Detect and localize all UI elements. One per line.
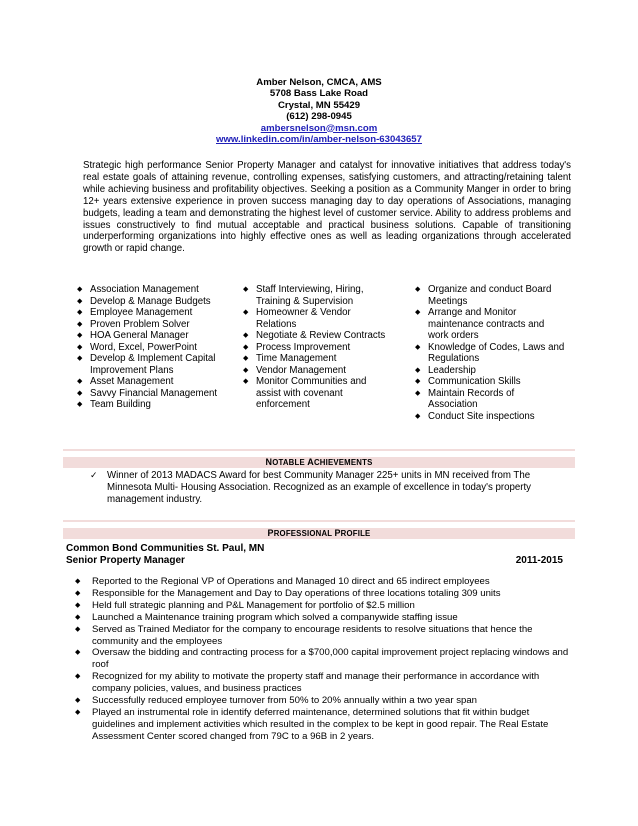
diamond-bullet-icon: ◆	[243, 309, 249, 316]
list-item	[77, 342, 232, 354]
diamond-bullet-icon: ◆	[243, 378, 249, 385]
diamond-bullet-icon: ◆	[77, 389, 83, 397]
diamond-bullet-icon: ◆	[77, 343, 83, 351]
diamond-bullet-icon: ◆	[75, 625, 81, 633]
list-item	[77, 353, 232, 376]
list-item	[77, 399, 232, 411]
list-item-text: Time Management	[256, 353, 337, 364]
list-item-text: Word, Excel, PowerPoint	[90, 341, 197, 353]
phone-number: (612) 298-0945	[286, 111, 352, 123]
skills-column-1	[77, 284, 232, 411]
list-item	[75, 612, 570, 624]
list-item-text: Monitor Communities and assist with covenant enforcement	[256, 376, 367, 410]
job-title: Senior Property Manager	[66, 555, 185, 566]
diamond-bullet-icon: ◆	[415, 286, 421, 293]
list-item-text: Arrange and Monitor maintenance contracts and work orders	[428, 307, 545, 341]
list-item-text: Develop & Manage Budgets	[90, 295, 211, 307]
diamond-bullet-icon: ◆	[75, 601, 81, 609]
diamond-bullet-icon: ◆	[415, 343, 421, 351]
diamond-bullet-icon: ◆	[77, 297, 83, 305]
street-address: 5708 Bass Lake Road	[269, 88, 369, 100]
list-item-text: Association Management	[90, 284, 199, 295]
diamond-bullet-icon: ◆	[415, 309, 421, 316]
list-item	[415, 365, 565, 377]
list-item	[243, 284, 391, 307]
diamond-bullet-icon: ◆	[77, 320, 83, 328]
list-item-text: Served as Trained Mediator for the company to encourage residents to resolve situations that hence the community and the employees	[92, 623, 533, 647]
diamond-bullet-icon: ◆	[415, 389, 421, 397]
diamond-bullet-icon: ◆	[77, 286, 83, 293]
list-item	[77, 330, 232, 342]
list-item	[415, 388, 565, 411]
contact-header	[0, 77, 638, 145]
list-item	[415, 376, 565, 388]
list-item-text: Employee Management	[90, 307, 193, 318]
checkmark-icon: ✓	[90, 470, 98, 480]
list-item-text: Recognized for my ability to motivate the property staff and manage their performance in accordance with company policies, values, and business practices	[92, 671, 540, 695]
diamond-bullet-icon: ◆	[77, 378, 83, 385]
list-item	[75, 624, 570, 648]
list-item	[75, 588, 570, 600]
skills-column-2	[243, 284, 391, 411]
diamond-bullet-icon: ◆	[75, 697, 81, 705]
list-item	[75, 600, 570, 612]
list-item	[75, 671, 570, 695]
list-item	[243, 330, 391, 342]
list-item	[243, 365, 391, 377]
diamond-bullet-icon: ◆	[75, 673, 81, 681]
list-item-text: Savvy Financial Management	[90, 387, 218, 399]
diamond-bullet-icon: ◆	[75, 589, 81, 597]
list-item	[77, 388, 232, 400]
list-item	[77, 376, 232, 388]
diamond-bullet-icon: ◆	[75, 708, 81, 716]
list-item	[77, 284, 232, 296]
skills-column-3	[415, 284, 565, 422]
list-item	[243, 353, 391, 365]
diamond-bullet-icon: ◆	[243, 343, 249, 351]
diamond-bullet-icon: ◆	[415, 366, 421, 374]
diamond-bullet-icon: ◆	[415, 412, 421, 420]
list-item-text: HOA General Manager	[90, 330, 189, 341]
list-item	[75, 576, 570, 588]
list-item-text: Played an instrumental role in identify deferred maintenance, determined solutions that fit within budget guidelines and implement activities which resulted in the complex to be kept in good repair. The Real Estate Assessment Center scored changed from 79C to a 96B in 2 years.	[92, 706, 549, 742]
list-item-text: Negotiate & Review Contracts	[256, 330, 386, 341]
list-item	[415, 307, 565, 342]
diamond-bullet-icon: ◆	[243, 366, 249, 374]
city-state-zip: Crystal, MN 55429	[277, 99, 361, 111]
list-item-text: Develop & Implement Capital Improvement Plans	[90, 353, 216, 376]
list-item	[415, 411, 565, 423]
list-item	[415, 284, 565, 307]
employer-name: Common Bond Communities St. Paul, MN	[66, 543, 265, 554]
diamond-bullet-icon: ◆	[75, 578, 81, 585]
list-item-text: Homeowner & Vendor Relations	[256, 307, 351, 330]
list-item-text: Leadership	[428, 364, 476, 376]
list-item-text: Communication Skills	[428, 376, 521, 387]
linkedin-link[interactable]: www.linkedin.com/in/amber-nelson-63043657	[216, 134, 422, 146]
list-item-text: Knowledge of Codes, Laws and Regulations	[428, 341, 565, 364]
list-item-text: Process Improvement	[256, 341, 351, 353]
diamond-bullet-icon: ◆	[77, 355, 83, 362]
list-item-text: Proven Problem Solver	[90, 318, 190, 330]
list-item-text: Organize and conduct Board Meetings	[428, 284, 552, 307]
list-item-text: Asset Management	[90, 376, 174, 387]
list-item	[77, 296, 232, 308]
diamond-bullet-icon: ◆	[77, 309, 83, 316]
diamond-bullet-icon: ◆	[243, 332, 249, 339]
section-divider	[63, 449, 575, 451]
diamond-bullet-icon: ◆	[243, 355, 249, 362]
list-item-text: Team Building	[90, 399, 151, 410]
list-item-text: Maintain Records of Association	[428, 387, 515, 410]
list-item-text: Held full strategic planning and P&L Management for portfolio of $2.5 million	[92, 599, 415, 611]
list-item-text: Staff Interviewing, Hiring, Training & Supervision	[256, 284, 364, 307]
diamond-bullet-icon: ◆	[77, 332, 83, 339]
professional-summary: Strategic high performance Senior Property Manager and catalyst for innovative initiatives that address today's real estate goals of attaining revenue, controlling expenses, satisfying customers, and attracting/retaining talent while achieving business and profitability objectives. Seeking a position as a Community Manger in order to bring 12+ years extensive experience in proven success managing day to day operations of Associations, managing budgets, leading a team and demonstrating the highest level of customer service. Ability to address problems and issues constructively to find mutual acceptable and practical business solutions. Capable of transitioning underperforming organizations into highly effective ones as well as leading organizations through accelerated growth or rapid change.	[83, 160, 571, 255]
job-dates: 2011-2015	[515, 555, 563, 566]
list-item-text: Vendor Management	[256, 364, 346, 376]
list-item	[75, 695, 570, 707]
list-item	[243, 376, 391, 411]
diamond-bullet-icon: ◆	[75, 649, 81, 657]
list-item-text: Reported to the Regional VP of Operations and Managed 10 direct and 65 indirect employees	[92, 576, 490, 587]
section-divider	[63, 520, 575, 522]
job-duties	[75, 576, 570, 743]
diamond-bullet-icon: ◆	[75, 613, 81, 621]
list-item-text: Conduct Site inspections	[428, 410, 535, 422]
list-item-text: Launched a Maintenance training program which solved a companywide staffing issue	[92, 611, 458, 623]
diamond-bullet-icon: ◆	[77, 401, 83, 408]
list-item	[77, 307, 232, 319]
list-item-text: Oversaw the bidding and contracting process for a $700,000 capital improvement project replacing windows and roof	[92, 647, 569, 671]
achievement-text: Winner of 2013 MADACS Award for best Community Manager 225+ units in MN received from The Minnesota Multi- Housing Association. Recognized as an example of excellence in today's property management industry.	[107, 470, 532, 505]
list-item	[243, 307, 391, 330]
list-item	[77, 319, 232, 331]
list-item	[415, 342, 565, 365]
professional-profile-heading: PROFESSIONAL PROFILE	[63, 528, 575, 539]
notable-achievements-heading: NOTABLE ACHIEVEMENTS	[63, 457, 575, 468]
list-item	[75, 647, 570, 671]
candidate-name: Amber Nelson, CMCA, AMS	[256, 77, 382, 88]
email-link[interactable]: ambersnelson@msn.com	[260, 122, 378, 134]
list-item	[75, 707, 570, 743]
diamond-bullet-icon: ◆	[415, 378, 421, 385]
diamond-bullet-icon: ◆	[243, 286, 249, 293]
list-item	[243, 342, 391, 354]
list-item-text: Successfully reduced employee turnover from 50% to 20% annually within a two year span	[92, 695, 478, 707]
list-item-text: Responsible for the Management and Day to Day operations of three locations totaling 309 units	[92, 587, 501, 599]
